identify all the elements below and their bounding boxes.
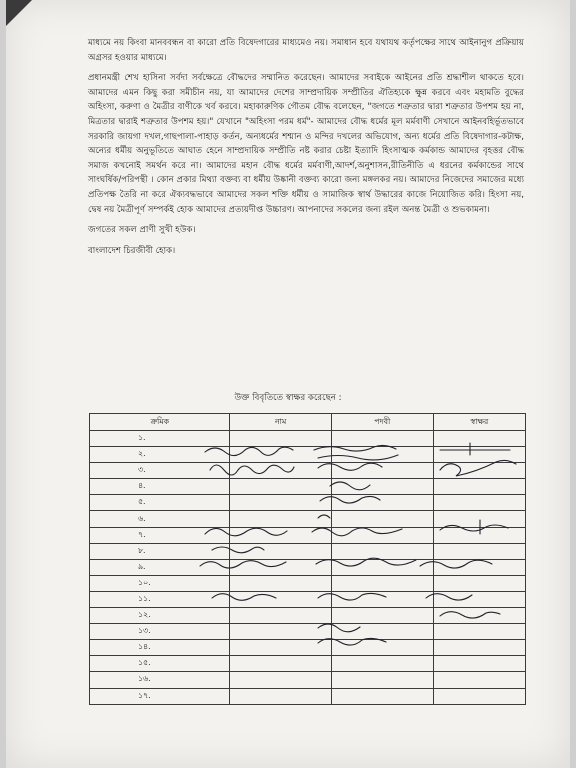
name-cell	[230, 495, 331, 511]
serial-cell: ১৩.	[90, 624, 230, 640]
serial-cell: ১১.	[90, 591, 230, 607]
table-row	[90, 672, 526, 688]
designation-cell	[331, 559, 433, 575]
signature-cell	[433, 527, 525, 543]
serial-cell: ১৪.	[90, 640, 230, 656]
signature-rows	[90, 431, 526, 705]
signature-cell	[433, 431, 525, 447]
signature-cell	[433, 479, 525, 495]
name-cell	[230, 608, 331, 624]
designation-cell	[331, 527, 433, 543]
table-row	[90, 511, 526, 527]
serial-cell: ৮.	[90, 543, 230, 559]
designation-cell	[331, 608, 433, 624]
serial-cell: ৩.	[90, 463, 230, 479]
name-cell	[230, 543, 331, 559]
designation-cell	[331, 624, 433, 640]
name-cell	[230, 575, 331, 591]
name-cell	[230, 527, 331, 543]
designation-cell	[331, 463, 433, 479]
table-row	[90, 559, 526, 575]
paragraph-1: মাধ্যমে নয় কিংবা মানববন্ধন বা কারো প্রতি বিষেদগারের মাধ্যমেও নয়। সমাধান হবে যথাযথ কর্তৃপক্ষের সাথে আইনানুগ প্রক্রিয়ায় অগ্রসর হওয়ার মাধ্যমে।	[88, 38, 524, 63]
signature-cell	[433, 591, 525, 607]
name-cell	[230, 688, 331, 704]
designation-cell	[331, 640, 433, 656]
designation-cell	[331, 495, 433, 511]
signature-cell	[433, 463, 525, 479]
table-row	[90, 495, 526, 511]
signature-cell	[433, 543, 525, 559]
name-cell	[230, 656, 331, 672]
name-cell	[230, 511, 331, 527]
serial-cell: ৫.	[90, 495, 230, 511]
serial-cell: ১৫.	[90, 656, 230, 672]
serial-cell: ৪.	[90, 479, 230, 495]
designation-cell	[331, 591, 433, 607]
table-row	[90, 463, 526, 479]
table-row	[90, 447, 526, 463]
signature-cell	[433, 575, 525, 591]
designation-cell	[331, 672, 433, 688]
signature-heading: উক্ত বিবৃতিতে স্বাক্ষর করেছেন :	[234, 393, 342, 403]
signature-cell	[433, 559, 525, 575]
serial-cell: ১৭.	[90, 688, 230, 704]
table-row	[90, 575, 526, 591]
designation-cell	[331, 431, 433, 447]
table-row	[90, 543, 526, 559]
table-row	[90, 479, 526, 495]
signature-cell	[433, 624, 525, 640]
designation-cell	[331, 543, 433, 559]
table-row	[90, 608, 526, 624]
signature-table	[89, 413, 526, 705]
designation-cell	[331, 479, 433, 495]
serial-cell: ৬.	[90, 511, 230, 527]
name-cell	[230, 431, 331, 447]
signature-cell	[433, 511, 525, 527]
signature-cell	[433, 447, 525, 463]
designation-cell	[331, 688, 433, 704]
header-name: নাম	[230, 414, 331, 431]
table-row	[90, 431, 526, 447]
serial-cell: ১২.	[90, 608, 230, 624]
signature-cell	[433, 672, 525, 688]
closing-line-2: বাংলাদেশ চিরজীবী হোক।	[88, 245, 176, 256]
paragraph-2: প্রধানমন্ত্রী শেখ হাসিনা সর্বদা সর্বক্ষেত্রে বৌদ্ধদের সম্মানিত করেছেন। আমাদের সবাইকে আইনের প্রতি শ্রদ্ধাশীল থাকতে হবে। আমাদের এমন কিছু করা সমীচীন নয়, যা আমাদের দেশের সাম্প্রদায়িক সম্প্রীতির ঐতিহ্যকে ক্ষুন্ন করবে এবং মহামতি বুদ্ধের অহিংসা, করুণা ও মৈত্রীর বাণীকে খর্ব করবে। মহাকারুণিক গৌতম বৌদ্ধ বলেছেন, "জগতে শত্রুতার দ্বারা শত্রুতার উপশম হয় না, মিত্রতার দ্বারাই শত্রুতার উপশম হয়।" যেখানে "অহিংসা পরম ধর্ম"- আমাদের বৌদ্ধ ধর্মের মূল মর্মবাণী সেখানে আইনবহির্ভূতভাবে সরকারি জায়গা দখল,গাছপালা-পাহাড় কর্তন, অন্যধর্মের শশ্মান ও মন্দির দখলের অভিযোগ, অন্য ধর্মের প্রতি বিষেদাগার-কটাক্ষ, অন্যের ধর্মীয় অনুভূতিতে আঘাত হেনে সাম্প্রদায়িক সম্প্রীতি নষ্ট করার চেষ্টা ইত্যাদি হিংসাত্মক কর্মকান্ড আমাদের বৃহত্তর বৌদ্ধ সমাজ কখনোই সমর্থন করে না। আমাদের মহান বৌদ্ধ ধর্মের মর্মবাণী,আদর্শ,অনুশাসন,রীতিনীতি এ ধরনের কর্মকান্ডের সাথে সাংঘর্ষিক/পরিপন্থী । কোন প্রকার মিথ্যা বক্তব্য বা ধর্মীয় উষ্কানী বক্তব্য কারো জন্য মঙ্গলকর নয়। আমাদের নিজেদের সমাজের মধ্যে প্রতিপক্ষ তৈরি না করে ঐক্যবদ্ধভাবে আমাদের সকল শক্তি ধর্মীয় ও সামাজিক স্বার্থ উদ্ধারের কাজে নিয়োজিত করি। হিংসা নয়, দ্বেষ নয় মৈত্রীপূর্ণ সম্পর্কই হোক আমাদের প্রত্যয়দীপ্ত উচ্চারণ। আপনাদের সকলের জন্য রইল অনন্ত মৈত্রী ও শুভকামনা।	[88, 73, 524, 215]
table-row	[90, 656, 526, 672]
serial-cell: ১০.	[90, 575, 230, 591]
designation-cell	[331, 447, 433, 463]
serial-cell: ১৬.	[90, 672, 230, 688]
designation-cell	[331, 575, 433, 591]
name-cell	[230, 591, 331, 607]
table-header-row	[90, 414, 526, 431]
table-row	[90, 624, 526, 640]
name-cell	[230, 672, 331, 688]
folded-corner	[6, 0, 32, 26]
signature-cell	[433, 656, 525, 672]
name-cell	[230, 479, 331, 495]
serial-cell: ৭.	[90, 527, 230, 543]
table-row	[90, 688, 526, 704]
name-cell	[230, 447, 331, 463]
statement-body	[88, 36, 524, 264]
table-row	[90, 591, 526, 607]
name-cell	[230, 624, 331, 640]
name-cell	[230, 559, 331, 575]
designation-cell	[331, 656, 433, 672]
signature-cell	[433, 640, 525, 656]
serial-cell: ৯.	[90, 559, 230, 575]
header-designation: পদবী	[331, 414, 433, 431]
header-signature: স্বাক্ষর	[433, 414, 525, 431]
signature-cell	[433, 688, 525, 704]
name-cell	[230, 463, 331, 479]
name-cell	[230, 640, 331, 656]
signature-cell	[433, 495, 525, 511]
table-row	[90, 527, 526, 543]
table-row	[90, 640, 526, 656]
header-serial: ক্রমিক	[90, 414, 230, 431]
designation-cell	[331, 511, 433, 527]
serial-cell: ২.	[90, 447, 230, 463]
serial-cell: ১.	[90, 431, 230, 447]
signature-cell	[433, 608, 525, 624]
closing-line-1: জগতের সকল প্রাণী সুখী হউক।	[88, 225, 196, 236]
